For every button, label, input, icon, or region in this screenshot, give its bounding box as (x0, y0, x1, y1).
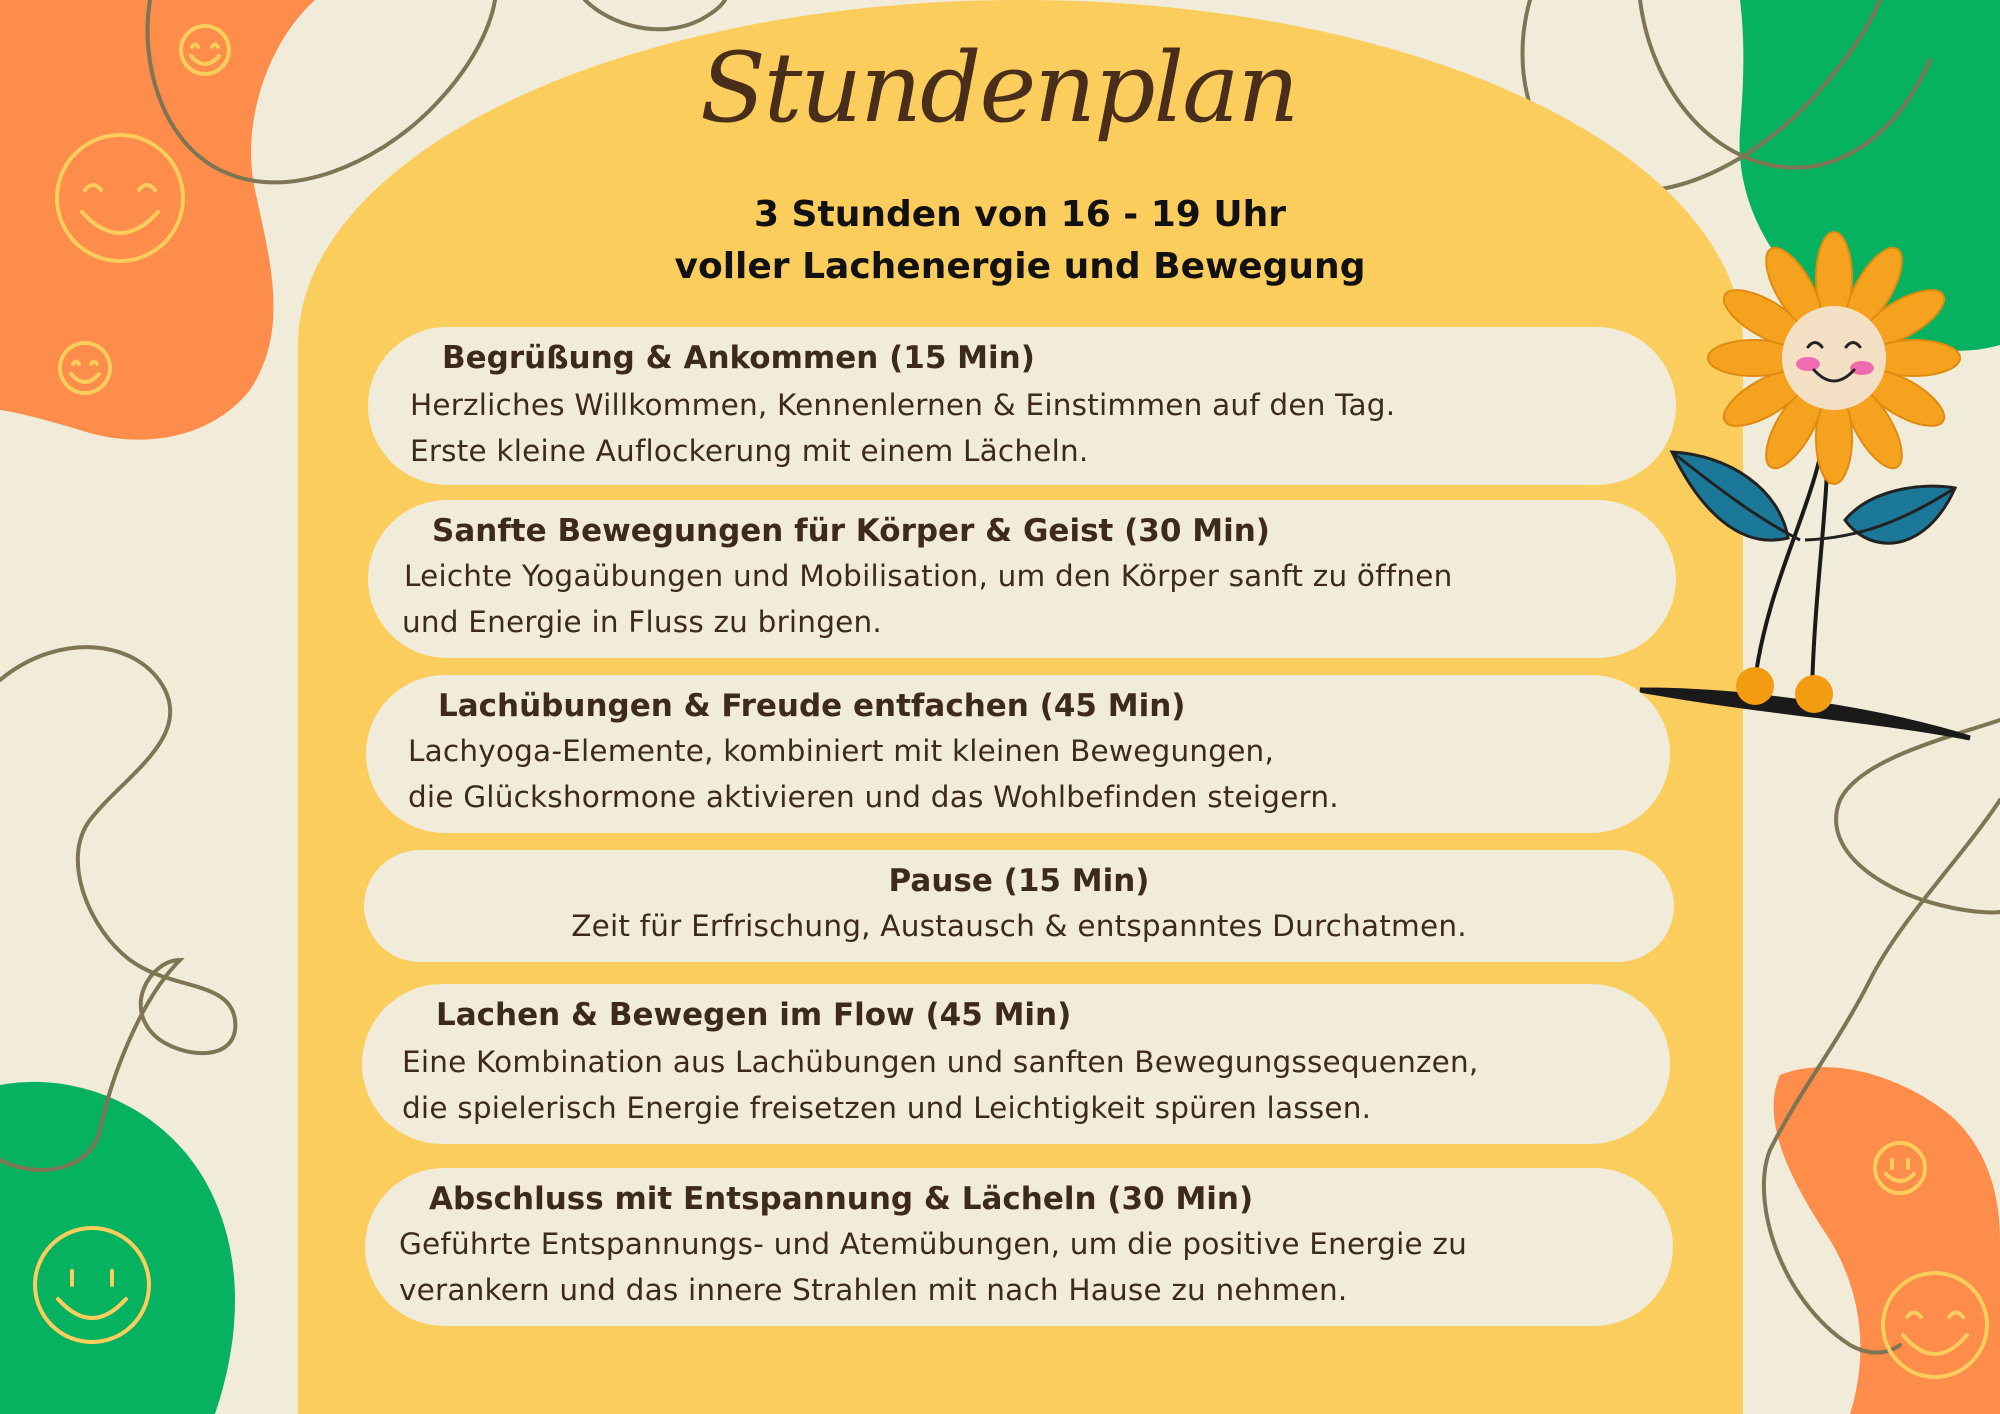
subtitle-line-2: voller Lachenergie und Bewegung (674, 246, 1366, 287)
leaf-right (1845, 486, 1955, 543)
session-heading: Lachen & Bewegen im Flow (45 Min) (436, 997, 1072, 1033)
session-description-line: Leichte Yogaübungen und Mobilisation, um den Körper sanft zu öffnen (404, 559, 1453, 593)
session-description-line: Geführte Entspannungs- und Atemübungen, um die positive Energie zu (399, 1227, 1468, 1261)
session-card-begruessung (368, 327, 1676, 485)
flower-face (1782, 306, 1886, 410)
session-description-line: Lachyoga-Elemente, kombiniert mit kleinen Bewegungen, (408, 734, 1275, 768)
session-heading: Pause (15 Min) (888, 863, 1150, 899)
session-card-abschluss (365, 1168, 1673, 1326)
session-card-pause (364, 850, 1674, 962)
session-description-line: die Glückshormone aktivieren und das Wohlbefinden steigern. (408, 780, 1339, 814)
session-description-line: die spielerisch Energie freisetzen und Leichtigkeit spüren lassen. (402, 1091, 1372, 1125)
session-description-line: Eine Kombination aus Lachübungen und sanften Bewegungssequenzen, (402, 1045, 1479, 1079)
session-card-lachen-bewegen (362, 984, 1670, 1144)
session-description-line: Herzliches Willkommen, Kennenlernen & Einstimmen auf den Tag. (410, 388, 1396, 422)
subtitle-line-1: 3 Stunden von 16 - 19 Uhr (753, 194, 1287, 235)
session-card-sanfte-bewegungen (368, 500, 1676, 658)
session-description-line: und Energie in Fluss zu bringen. (402, 605, 882, 639)
session-heading: Lachübungen & Freude entfachen (45 Min) (438, 688, 1186, 724)
session-description-line: Zeit für Erfrischung, Austausch & entspanntes Durchatmen. (571, 909, 1467, 943)
session-heading: Abschluss mit Entspannung & Lächeln (30 Min) (429, 1181, 1254, 1217)
page-title: Stundenplan (700, 32, 1298, 144)
session-description-line: verankern und das innere Strahlen mit nach Hause zu nehmen. (399, 1273, 1348, 1307)
session-heading: Sanfte Bewegungen für Körper & Geist (30 Min) (432, 513, 1270, 549)
session-heading: Begrüßung & Ankommen (15 Min) (442, 340, 1035, 376)
session-card-lachuebungen (366, 675, 1670, 833)
session-description-line: Erste kleine Auflockerung mit einem Lächeln. (410, 434, 1089, 468)
